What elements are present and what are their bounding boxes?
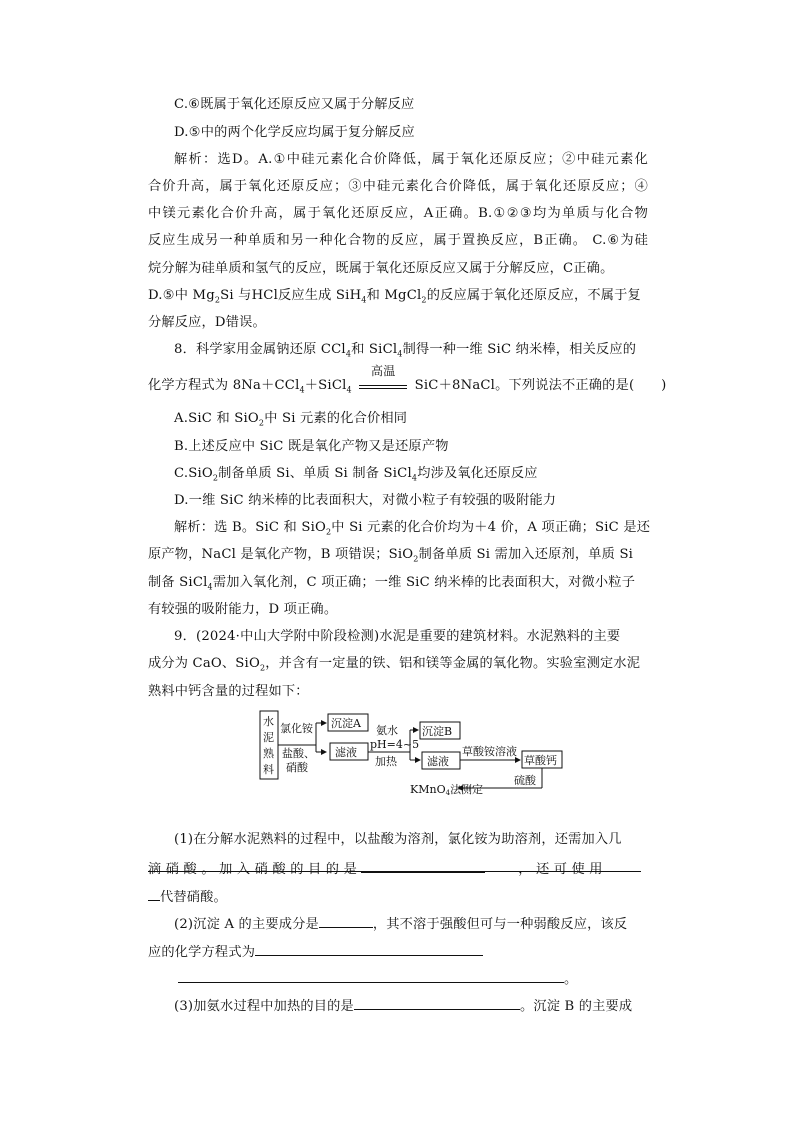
analysis-8-line1: 解析：选 B。SiC 和 SiO$_2$中 Si 元素的化合价均为＋4 价，A 项正确；SiC 是还 — [174, 520, 651, 537]
question-8-option-d: D.一维 SiC 纳米棒的比表面积大，对微小粒子有较强的吸附能力 — [174, 493, 557, 508]
analysis-7-line2: 合价升高，属于氧化还原反应；③中硅元素化合价降低，属于氧化还原反应；④ — [148, 179, 648, 194]
start-char-3: 熟 — [263, 747, 274, 760]
answer-blank-precip-a[interactable] — [319, 913, 373, 928]
precip-a-label: 沉淀A — [331, 717, 361, 730]
reagent-nitric: 硝酸 — [286, 761, 308, 774]
question-9-part3-line1: (3)加氨水过程中加热的目的是 。沉淀 B 的主要成 — [174, 995, 674, 1016]
start-char-1: 水 — [263, 715, 274, 728]
process-flow-diagram — [258, 708, 564, 798]
calcium-oxalate-label: 草酸钙 — [524, 754, 557, 767]
reagent-hydrochloric: 盐酸、 — [282, 747, 315, 760]
kmno4-measure-label: KMnO4法测定 — [410, 783, 484, 797]
precip-b-label: 沉淀B — [422, 725, 453, 738]
question-9-stem-1: 9．(2024·中山大学附中阶段检测)水泥是重要的建筑材料。水泥熟料的主要 — [174, 629, 621, 644]
reagent-heat: 加热 — [375, 755, 397, 768]
option-c-prev: C.⑥既属于氧化还原反应又属于分解反应 — [174, 97, 415, 112]
question-9-part1-line2: 滴 硝 酸 。 加 入 硝 酸 的 目 的 是 ， 还 可 使 用 — [148, 858, 648, 879]
reaction-equals-sign: 高温 — [359, 377, 407, 389]
answer-blank-heating-purpose[interactable] — [354, 995, 520, 1010]
reagent-ammonium-oxalate: 草酸铵溶液 — [462, 745, 517, 758]
option-d-prev: D.⑤中的两个化学反应均属于复分解反应 — [174, 125, 415, 140]
analysis-7-line6: D.⑤中 $Mg_2Si$ 与HCl反应生成 SiH$_4$和 MgCl$_2$的反应属于氧化还原反应，不属于复 — [148, 288, 641, 305]
question-9-stem-2: 成分为 CaO、SiO$_2$，并含有一定量的铁、铝和镁等金属的氧化物。实验室测定水泥 — [148, 656, 641, 673]
analysis-7-line7: 分解反应，D错误。 — [148, 315, 266, 330]
question-9-part1-line3: 代替硝酸。 — [148, 886, 648, 907]
reagent-ph: pH=4~5 — [370, 738, 420, 751]
start-char-2: 泥 — [263, 731, 274, 744]
question-9-part2-line1: (2)沉淀 A 的主要成分是 ，其不溶于强酸但可与一种弱酸反应，该反 — [174, 913, 674, 934]
question-8-stem-1: 8．科学家用金属钠还原 CCl$_4$和 SiCl$_4$制得一种一维 SiC 纳米棒，相关反应的 — [174, 342, 637, 359]
reagent-ammonium-chloride: 氯化铵 — [280, 722, 313, 735]
analysis-7-line3: 中镁元素化合价升高，属于氧化还原反应，A正确。B.①②③均为单质与化合物 — [148, 206, 648, 221]
question-8-stem-2: 化学方程式为 8Na＋CCl$_4$＋SiCl$_4$ 高温 SiC＋8NaCl。下列说法不正确的是( ) — [148, 364, 667, 395]
analysis-7-line5: 烷分解为硅单质和氢气的反应，既属于氧化还原反应又属于分解反应，C正确。 — [148, 261, 614, 276]
analysis-7-line4: 反应生成另一种单质和另一种化合物的反应，属于置换反应，B正确。 C.⑥为硅 — [148, 233, 648, 248]
answer-blank-equation-cont[interactable] — [178, 968, 564, 983]
question-9-stem-3: 熟料中钙含量的过程如下： — [148, 684, 309, 699]
question-8-option-c: C.SiO$_2$制备单质 Si、单质 Si 制备 SiCl$_4$均涉及氧化还原反应 — [174, 466, 538, 483]
reagent-ammonia: 氨水 — [376, 724, 398, 737]
question-8-option-a: A.SiC 和 SiO$_2$中 Si 元素的化合价相同 — [174, 411, 408, 428]
answer-blank-equation[interactable] — [255, 941, 483, 956]
analysis-8-line2: 原产物，NaCl 是氧化产物，B 项错误；SiO$_2$制备单质 Si 需加入还原剂，单质 Si — [148, 547, 634, 564]
question-9-part2-line3: 。 — [178, 968, 678, 989]
answer-blank-full-line[interactable] — [148, 871, 641, 872]
analysis-7-line1: 解析：选D。A.①中硅元素化合价降低，属于氧化还原反应；②中硅元素化 — [174, 152, 648, 167]
question-9-part1-line1: (1)在分解水泥熟料的过程中，以盐酸为溶剂，氯化铵为助溶剂，还需加入几 — [174, 832, 622, 847]
question-8-option-b: B.上述反应中 SiC 既是氧化产物又是还原产物 — [174, 439, 449, 454]
answer-blank-alternative[interactable] — [148, 886, 160, 901]
start-char-4: 料 — [263, 763, 274, 776]
filtrate-2-label: 滤液 — [427, 755, 449, 768]
filtrate-1-label: 滤液 — [335, 746, 357, 759]
question-9-part2-line2: 应的化学方程式为 — [148, 941, 648, 962]
reagent-sulfuric: 硫酸 — [514, 774, 536, 787]
analysis-8-line4: 有较强的吸附能力，D 项正确。 — [148, 602, 338, 617]
analysis-8-line3: 制备 SiCl$_4$需加入氧化剂，C 项正确；一维 SiC 纳米棒的比表面积大，对微小粒子 — [148, 575, 636, 592]
